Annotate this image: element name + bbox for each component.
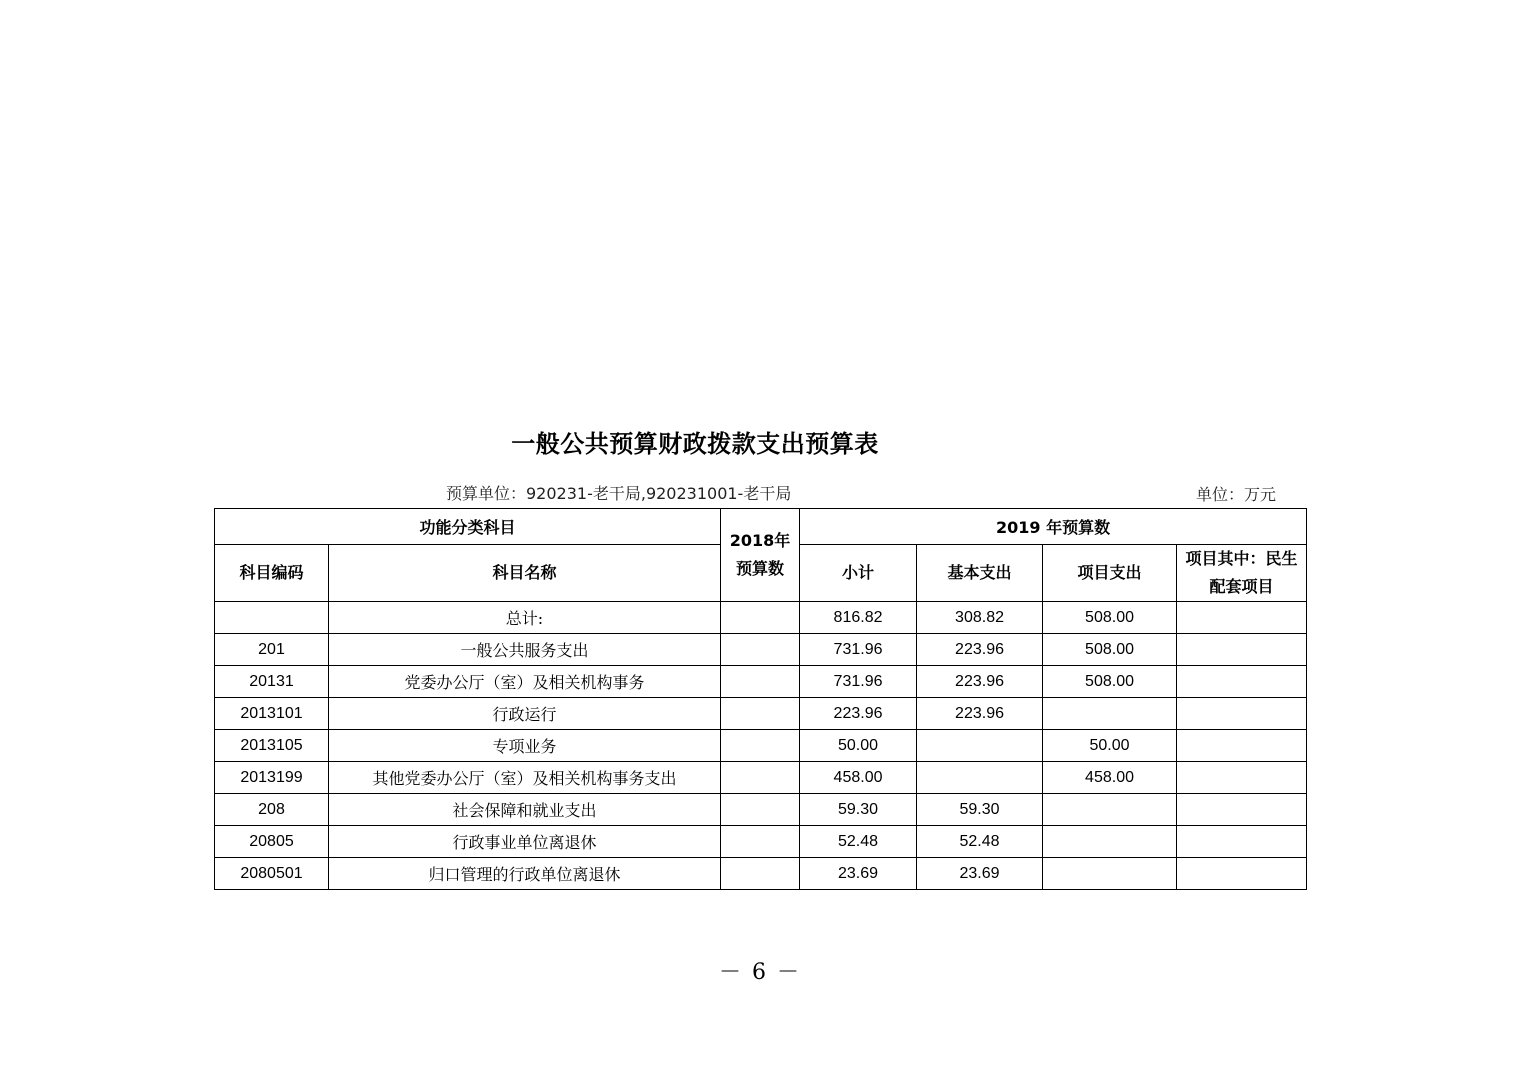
cell-basic: 223.96 <box>917 698 1043 730</box>
cell-name: 专项业务 <box>329 730 721 762</box>
cell-code: 20131 <box>215 666 329 698</box>
cell-basic <box>917 730 1043 762</box>
cell-name: 社会保障和就业支出 <box>329 794 721 826</box>
cell-code: 2013105 <box>215 730 329 762</box>
table-row <box>215 698 1307 730</box>
cell-prev <box>721 730 800 762</box>
cell-subtotal: 52.48 <box>800 826 917 858</box>
cell-subtotal: 223.96 <box>800 698 917 730</box>
cell-subtotal: 50.00 <box>800 730 917 762</box>
cell-livelihood <box>1177 762 1307 794</box>
table-row <box>215 858 1307 890</box>
cell-subtotal: 59.30 <box>800 794 917 826</box>
cell-project: 508.00 <box>1043 634 1177 666</box>
header-name: 科目名称 <box>329 545 721 602</box>
cell-livelihood <box>1177 634 1307 666</box>
cell-code: 208 <box>215 794 329 826</box>
cell-subtotal: 23.69 <box>800 858 917 890</box>
table-row <box>215 602 1307 634</box>
cell-code: 2013199 <box>215 762 329 794</box>
cell-code <box>215 602 329 634</box>
page-title: 一般公共预算财政拨款支出预算表 <box>511 429 879 458</box>
cell-name: 行政运行 <box>329 698 721 730</box>
cell-name: 归口管理的行政单位离退休 <box>329 858 721 890</box>
header-prev-year-budget: 2018年预算数 <box>721 509 800 602</box>
cell-name: 党委办公厅（室）及相关机构事务 <box>329 666 721 698</box>
cell-project: 508.00 <box>1043 666 1177 698</box>
cell-livelihood <box>1177 858 1307 890</box>
cell-prev <box>721 762 800 794</box>
cell-name: 总计: <box>329 602 721 634</box>
cell-basic <box>917 762 1043 794</box>
cell-prev <box>721 858 800 890</box>
currency-unit-label: 单位：万元 <box>1196 485 1277 504</box>
cell-project: 508.00 <box>1043 602 1177 634</box>
cell-subtotal: 816.82 <box>800 602 917 634</box>
cell-project: 50.00 <box>1043 730 1177 762</box>
cell-code: 20805 <box>215 826 329 858</box>
cell-basic: 308.82 <box>917 602 1043 634</box>
cell-livelihood <box>1177 698 1307 730</box>
header-basic-expenditure: 基本支出 <box>917 545 1043 602</box>
cell-project <box>1043 826 1177 858</box>
cell-subtotal: 731.96 <box>800 634 917 666</box>
table-row <box>215 762 1307 794</box>
table-row <box>215 730 1307 762</box>
cell-code: 201 <box>215 634 329 666</box>
cell-livelihood <box>1177 730 1307 762</box>
page-number: － 6 － <box>719 960 801 985</box>
cell-prev <box>721 826 800 858</box>
cell-prev <box>721 794 800 826</box>
header-current-year-budget: 2019 年预算数 <box>800 509 1307 545</box>
cell-name: 一般公共服务支出 <box>329 634 721 666</box>
cell-livelihood <box>1177 602 1307 634</box>
header-functional-category: 功能分类科目 <box>215 509 721 545</box>
cell-project <box>1043 794 1177 826</box>
header-subtotal: 小计 <box>800 545 917 602</box>
cell-project: 458.00 <box>1043 762 1177 794</box>
cell-project <box>1043 858 1177 890</box>
header-livelihood-projects: 项目其中：民生配套项目 <box>1177 545 1307 602</box>
cell-subtotal: 458.00 <box>800 762 917 794</box>
table-row <box>215 634 1307 666</box>
cell-subtotal: 731.96 <box>800 666 917 698</box>
table-row <box>215 666 1307 698</box>
header-project-expenditure: 项目支出 <box>1043 545 1177 602</box>
cell-prev <box>721 666 800 698</box>
header-code: 科目编码 <box>215 545 329 602</box>
cell-code: 2080501 <box>215 858 329 890</box>
cell-livelihood <box>1177 826 1307 858</box>
budget-unit-label: 预算单位：920231-老干局,920231001-老干局 <box>446 484 792 503</box>
cell-livelihood <box>1177 666 1307 698</box>
cell-prev <box>721 698 800 730</box>
cell-code: 2013101 <box>215 698 329 730</box>
cell-livelihood <box>1177 794 1307 826</box>
cell-basic: 52.48 <box>917 826 1043 858</box>
cell-basic: 223.96 <box>917 634 1043 666</box>
cell-prev <box>721 602 800 634</box>
cell-project <box>1043 698 1177 730</box>
cell-basic: 59.30 <box>917 794 1043 826</box>
table-row <box>215 794 1307 826</box>
cell-prev <box>721 634 800 666</box>
cell-basic: 223.96 <box>917 666 1043 698</box>
cell-name: 行政事业单位离退休 <box>329 826 721 858</box>
table-row <box>215 826 1307 858</box>
cell-name: 其他党委办公厅（室）及相关机构事务支出 <box>329 762 721 794</box>
budget-table <box>214 508 1307 890</box>
cell-basic: 23.69 <box>917 858 1043 890</box>
